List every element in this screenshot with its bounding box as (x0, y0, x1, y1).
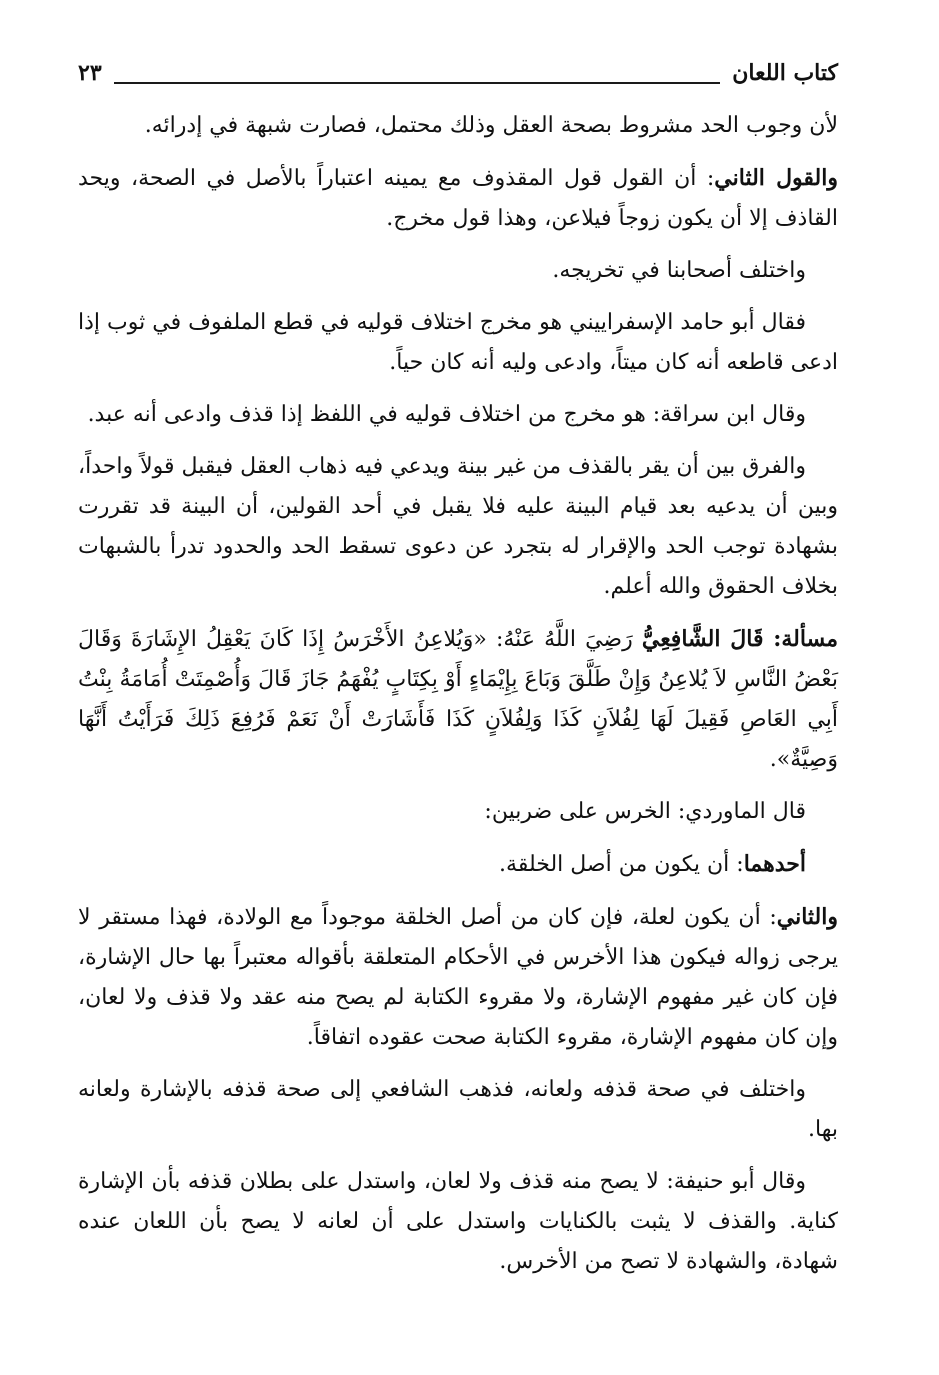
paragraph-12 (78, 1162, 838, 1282)
paragraph-10 (78, 897, 838, 1058)
paragraph-text: والفرق بين أن يقر بالقذف من غير بينة ويدعي فيه ذهاب العقل فيقبل قولاً واحداً، وبين أن يدعيه بعد قيام البينة عليه فلا يقبل في أحد القولين، أن البينة قد تقررت بشهادة توجب الحد والإقرار له بتجرد عن دعوى تسقط الحد والحدود تدرأ بالشبهات بخلاف الحقوق والله أعلم. (78, 454, 838, 599)
paragraph-4 (78, 303, 838, 383)
paragraph-lead: والقول الثاني (714, 165, 838, 191)
masala-lead: مسألة: قَالَ الشَّافِعِيُّ (641, 626, 838, 652)
paragraph-lead: والثاني (776, 904, 838, 930)
paragraph-text: : أن يكون لعلة، فإن كان من أصل الخلقة موجوداً مع الولادة، فهذا مستقر لا يرجى زواله فيكون هذا الأخرس في الأحكام المتعلقة بأقواله معتبراً بها حال الإشارة، فإن كان غير مفهوم الإشارة، ولا مقروء الكتابة لم يصح منه عقد ولا قذف ولا لعان، وإن كان مفهوم الإشارة، مقروء الكتابة صحت عقوده اتفاقاً. (78, 905, 838, 1050)
paragraph-text: : أن يكون من أصل الخلقة. (499, 852, 744, 877)
paragraph-text: واختلف في صحة قذفه ولعانه، فذهب الشافعي إلى صحة قذفه بالإشارة ولعانه بها. (78, 1077, 838, 1142)
paragraph-6 (78, 447, 838, 607)
running-header (78, 56, 838, 90)
paragraph-11 (78, 1070, 838, 1150)
paragraph-text: وقال أبو حنيفة: لا يصح منه قذف ولا لعان، واستدل على بطلان قذفه بأن الإشارة كناية. والقذف لا يثبت بالكنايات واستدل على أن لعانه لا يصح بأن اللعان عنده شهادة، والشهادة لا تصح من الأخرس. (78, 1169, 838, 1274)
book-title: كتاب اللعان (732, 60, 838, 86)
book-page (78, 56, 838, 1294)
masala-paragraph (78, 619, 838, 780)
paragraph-lead: أحدهما (743, 851, 806, 877)
paragraph-2 (78, 158, 838, 239)
paragraph-5 (78, 395, 838, 435)
paragraph-3 (78, 251, 838, 291)
paragraph-text: واختلف أصحابنا في تخريجه. (552, 258, 806, 283)
paragraph-8 (78, 792, 838, 832)
page-number: ٢٣ (78, 60, 102, 86)
paragraph-text: قال الماوردي: الخرس على ضربين: (484, 799, 806, 824)
paragraph-1 (78, 106, 838, 146)
paragraph-9 (78, 844, 838, 885)
paragraph-text: : أن القول قول المقذوف مع يمينه اعتباراً بالأصل في الصحة، ويحد القاذف إلا أن يكون زوجاً فيلاعن، وهذا قول مخرج. (78, 166, 838, 231)
header-rule (114, 82, 721, 84)
paragraph-text: لأن وجوب الحد مشروط بصحة العقل وذلك محتمل، فصارت شبهة في إدرائه. (144, 113, 838, 138)
paragraph-text: فقال أبو حامد الإسفراييني هو مخرج اختلاف قوليه في قطع الملفوف في ثوب إذا ادعى قاطعه أنه كان ميتاً، وادعى وليه أنه كان حياً. (78, 310, 838, 375)
paragraph-text: وقال ابن سراقة: هو مخرج من اختلاف قوليه في اللفظ إذا قذف وادعى أنه عبد. (87, 402, 806, 427)
masala-quote: رَضِيَ اللَّهُ عَنْهُ: «وَيُلاعِنُ الأَخْرَسُ إِذَا كَانَ يَعْقِلُ الإِشَارَةَ وَقَالَ بَعْضُ النَّاسِ لاَ يُلاعِنُ وَإِنْ طَلَّقَ وَبَاعَ بِإِيْمَاءٍ أَوْ بِكِتَابٍ يُفْهَمُ جَازَ قَالَ وَأُصْمِتَتْ أُمَامَةُ بِنْتُ أَبِي العَاصِ فَقِيلَ لَهَا لِفُلاَنٍ كَذَا وَلِفُلاَنٍ كَذَا فَأَشَارَتْ أَنْ نَعَمْ فَرُفِعَ ذَلِكَ فَرَأَيْتُ أَنَّهَا وَصِيَّةٌ». (78, 627, 838, 772)
